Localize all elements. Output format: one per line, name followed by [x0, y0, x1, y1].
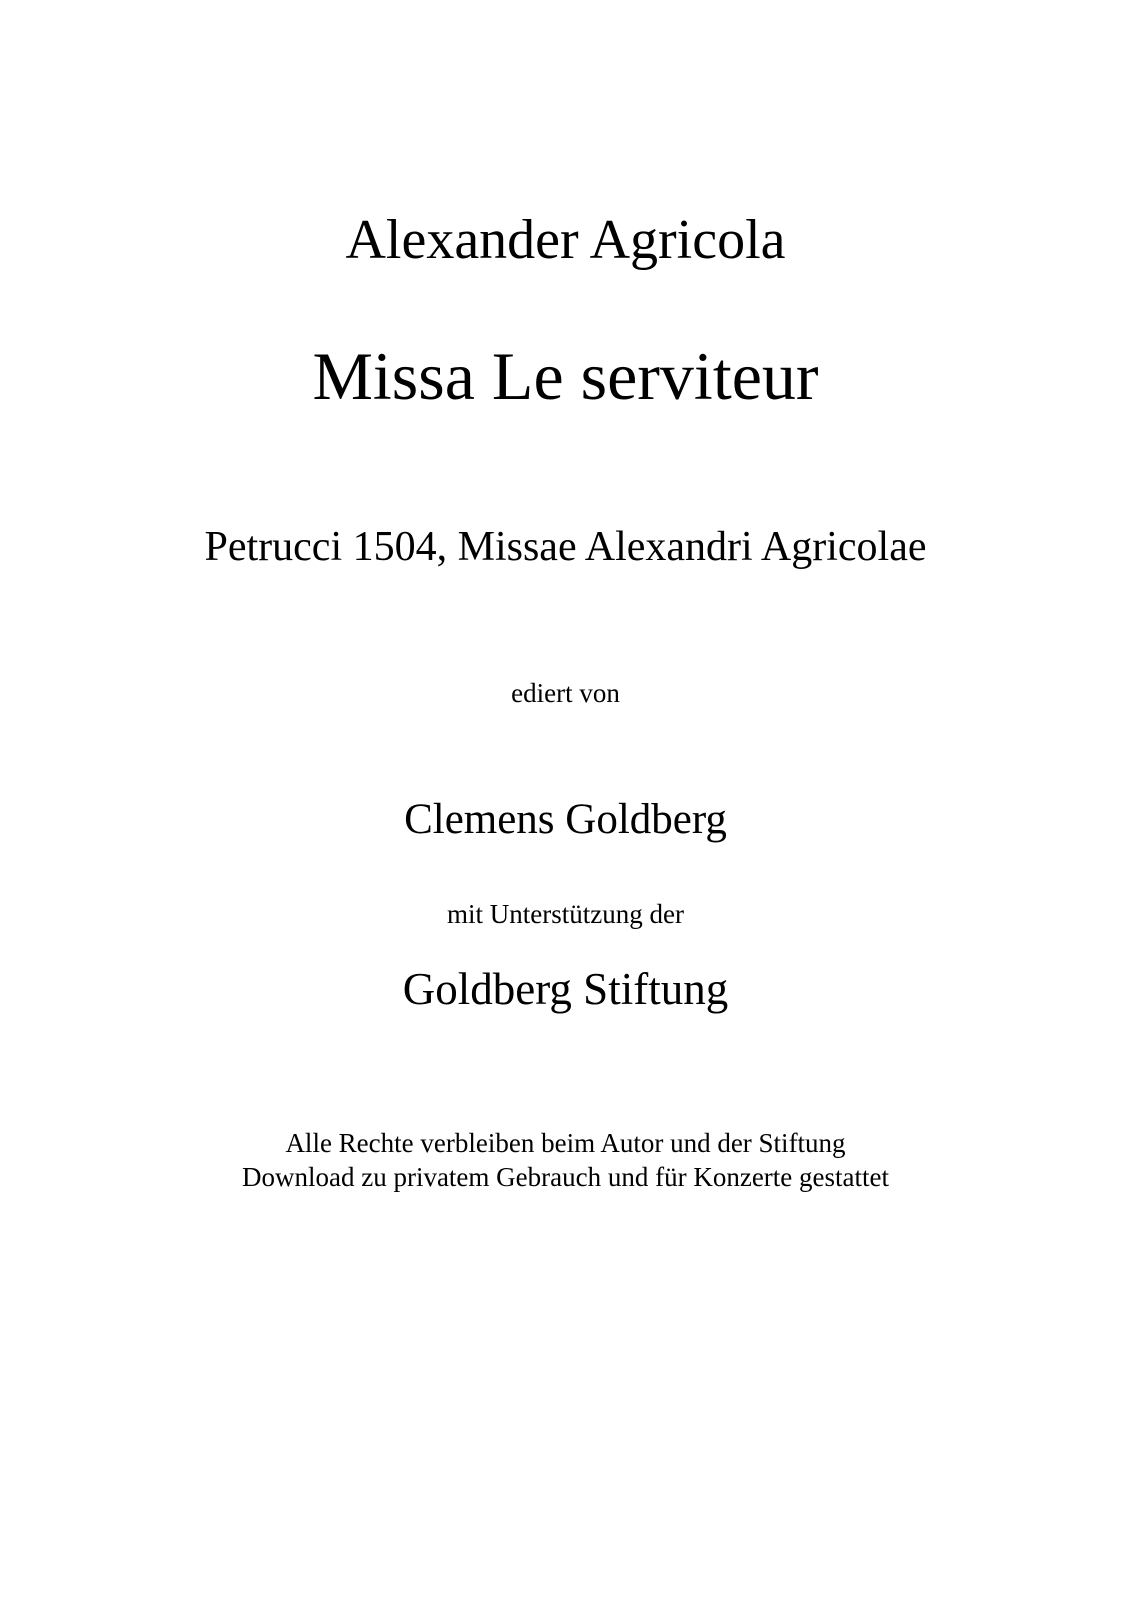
- editor-name: Clemens Goldberg: [404, 796, 727, 843]
- composer-name: Alexander Agricola: [345, 209, 786, 271]
- foundation-name: Goldberg Stiftung: [402, 964, 729, 1014]
- rights-line: Download zu privatem Gebrauch und für Konzerte gestattet: [241, 1162, 889, 1192]
- rights-notice: [0, 1126, 1131, 1194]
- rights-line: Alle Rechte verbleiben beim Autor und der Stiftung: [285, 1128, 846, 1158]
- support-label: mit Unterstützung der: [447, 899, 684, 929]
- source-line: Petrucci 1504, Missae Alexandri Agricolae: [204, 524, 927, 570]
- work-title: Missa Le serviteur: [312, 338, 819, 414]
- edited-by-label: ediert von: [511, 678, 620, 708]
